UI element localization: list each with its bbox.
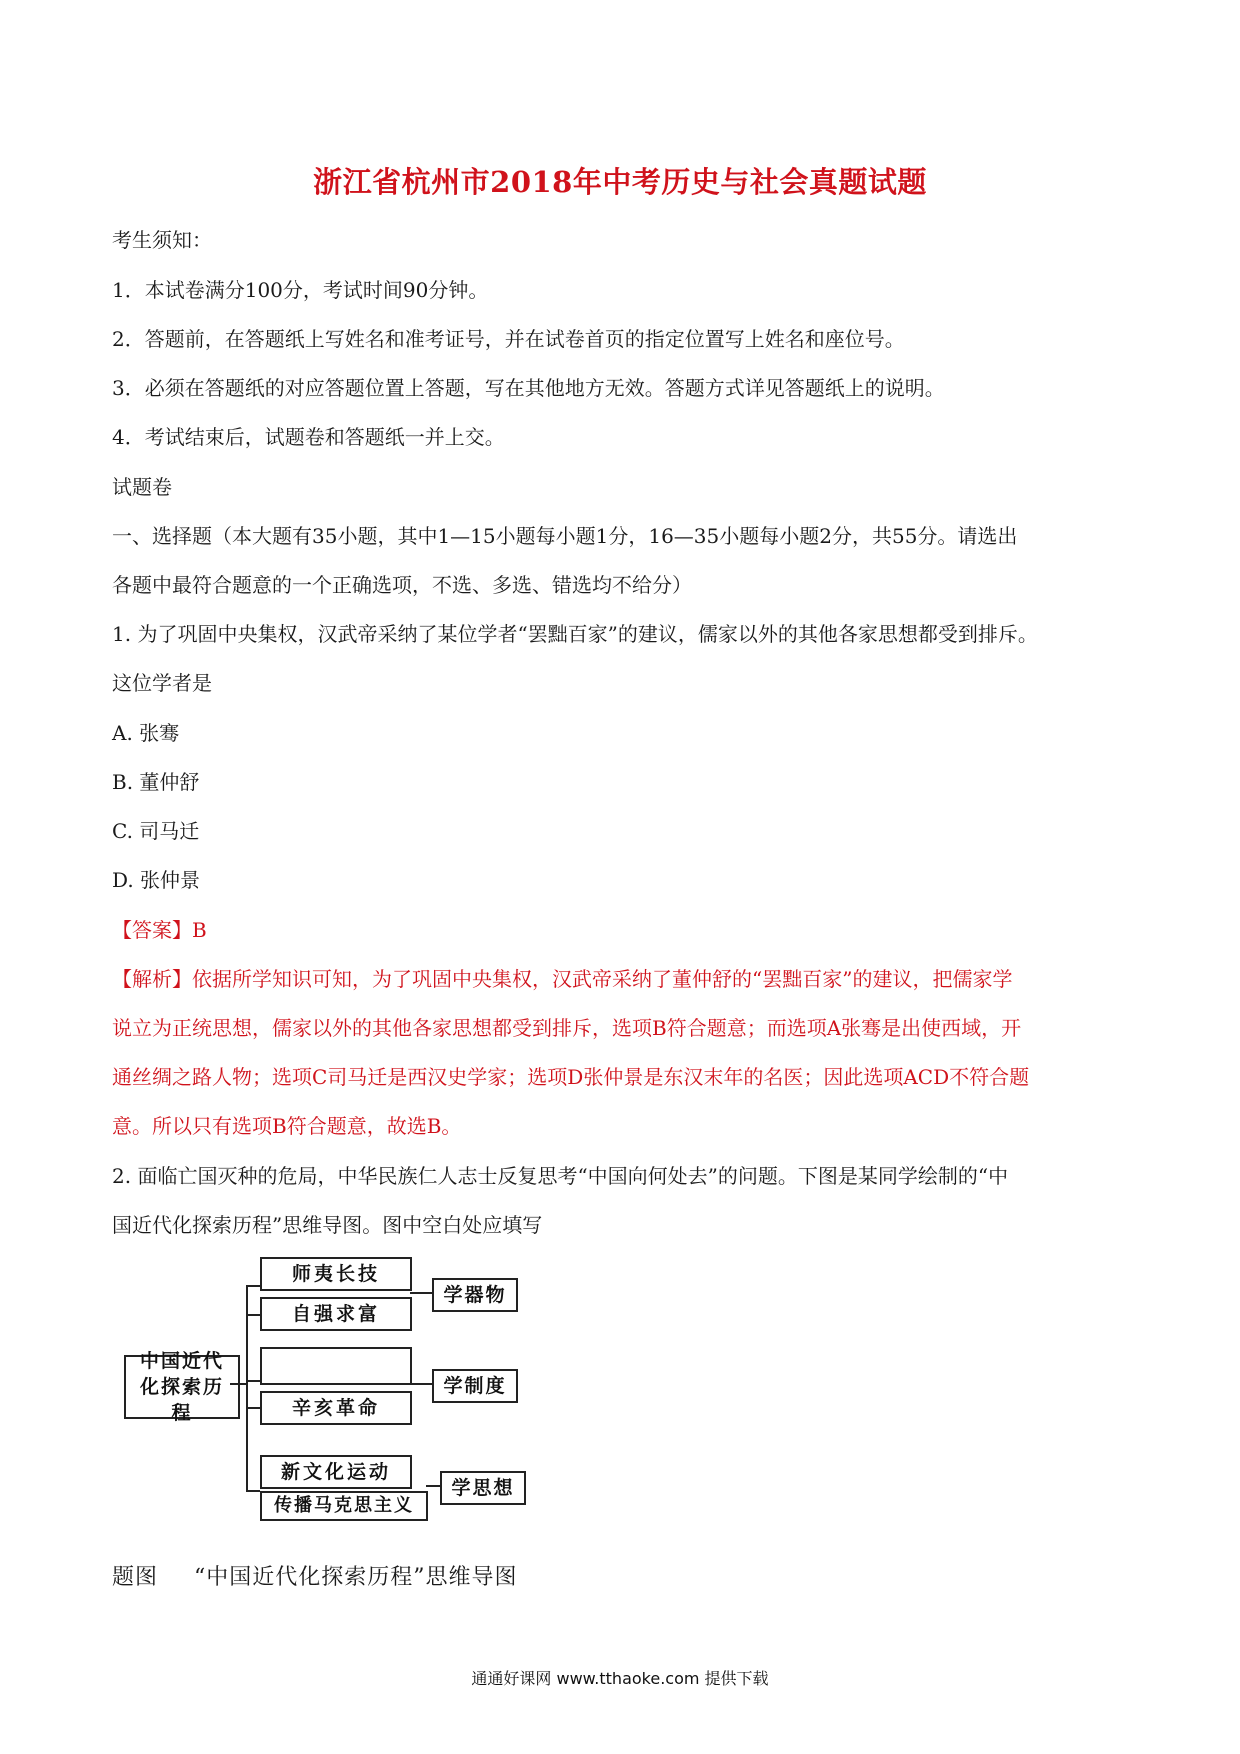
q1-stem-line-2: 这位学者是 — [112, 671, 212, 695]
group-1-bracket — [246, 1285, 248, 1315]
caption-label: 题图 — [112, 1565, 159, 1590]
q1-answer: 【答案】B — [112, 918, 207, 942]
mind-map-box-5-label: 新文化运动 — [280, 1460, 391, 1483]
mind-map-group-1-label: 学器物 — [443, 1283, 507, 1306]
q1-option-c: C. 司马迁 — [112, 819, 200, 843]
notice-item-3: 3．必须在答题纸的对应答题位置上答题，写在其他地方无效。答题方式详见答题纸上的说明。 — [112, 376, 945, 400]
group-1-link — [410, 1292, 432, 1294]
mind-map-group-3 — [440, 1471, 526, 1505]
group-2-bracket-bottom — [246, 1407, 260, 1409]
page-title: 浙江省杭州市2018年中考历史与社会真题试题 — [313, 165, 927, 199]
mind-map-root — [124, 1350, 240, 1424]
mind-map-box-5 — [260, 1455, 412, 1489]
q1-analysis-line-3: 通丝绸之路人物；选项C司马迁是西汉史学家；选项D张仲景是东汉末年的名医；因此选项ACD不符合题 — [112, 1065, 1030, 1089]
root-connector — [230, 1383, 246, 1385]
caption-text: “中国近代化探索历程”思维导图 — [194, 1565, 518, 1590]
q2-stem-line-2: 国近代化探索历程”思维导图。图中空白处应填写 — [112, 1213, 543, 1237]
mind-map-box-2 — [260, 1297, 412, 1331]
mind-map-group-3-label: 学思想 — [451, 1476, 515, 1499]
q1-analysis-line-2: 说立为正统思想，儒家以外的其他各家思想都受到排斥，选项B符合题意；而选项A张骞是出使西域，开 — [112, 1016, 1022, 1040]
notice-item-1: 1．本试卷满分100分，考试时间90分钟。 — [112, 278, 489, 302]
mind-map-root-label: 中国近代化探索历程 — [139, 1350, 224, 1424]
group-1-bracket-bottom — [246, 1314, 260, 1316]
mind-map-diagram — [118, 1255, 538, 1520]
mind-map-box-1 — [260, 1257, 412, 1291]
mind-map-box-1-label: 师夷长技 — [291, 1262, 380, 1285]
trunk-branch-3 — [246, 1490, 260, 1492]
q1-stem-line-1: 1. 为了巩固中央集权，汉武帝采纳了某位学者“罢黜百家”的建议，儒家以外的其他各家思想都受到排斥。 — [112, 622, 1038, 646]
mind-map-box-3-blank — [260, 1347, 412, 1385]
diagram-caption — [112, 1560, 518, 1591]
notice-item-2: 2．答题前，在答题纸上写姓名和准考证号，并在试卷首页的指定位置写上姓名和座位号。 — [112, 327, 905, 351]
group-3-link — [426, 1485, 440, 1487]
mind-map-box-4-label: 辛亥革命 — [291, 1396, 380, 1419]
q1-option-a: A. 张骞 — [112, 721, 180, 745]
q1-analysis-line-1: 【解析】依据所学知识可知，为了巩固中央集权，汉武帝采纳了董仲舒的“罢黜百家”的建议，把儒家学 — [112, 967, 1013, 991]
page-footer: 通通好课网 www.tthaoke.com 提供下载 — [471, 1669, 769, 1688]
notice-heading: 考生须知： — [112, 228, 212, 252]
mind-map-group-2 — [432, 1369, 518, 1403]
mind-map-box-6 — [260, 1491, 428, 1521]
group-2-link — [410, 1383, 432, 1385]
q1-analysis-line-4: 意。所以只有选项B符合题意，故选B。 — [112, 1114, 462, 1138]
mind-map-group-2-label: 学制度 — [443, 1374, 507, 1397]
trunk-branch-1 — [246, 1285, 260, 1287]
mind-map-box-6-label: 传播马克思主义 — [274, 1495, 414, 1517]
section-title-line-1: 一、选择题（本大题有35小题，其中1—15小题每小题1分，16—35小题每小题2分，共55分。请选出 — [112, 524, 1018, 548]
trunk-branch-2 — [246, 1380, 260, 1382]
q1-option-b: B. 董仲舒 — [112, 770, 200, 794]
notice-item-4: 4．考试结束后，试题卷和答题纸一并上交。 — [112, 425, 505, 449]
mind-map-box-2-label: 自强求富 — [291, 1302, 380, 1325]
q1-option-d: D. 张仲景 — [112, 868, 201, 892]
section-title-line-2: 各题中最符合题意的一个正确选项，不选、多选、错选均不给分） — [112, 573, 692, 597]
mind-map-box-4 — [260, 1391, 412, 1425]
section-label: 试题卷 — [112, 475, 172, 499]
mind-map-group-1 — [432, 1278, 518, 1312]
q2-stem-line-1: 2. 面临亡国灭种的危局，中华民族仁人志士反复思考“中国向何处去”的问题。下图是某同学绘制的“中 — [112, 1164, 1009, 1188]
